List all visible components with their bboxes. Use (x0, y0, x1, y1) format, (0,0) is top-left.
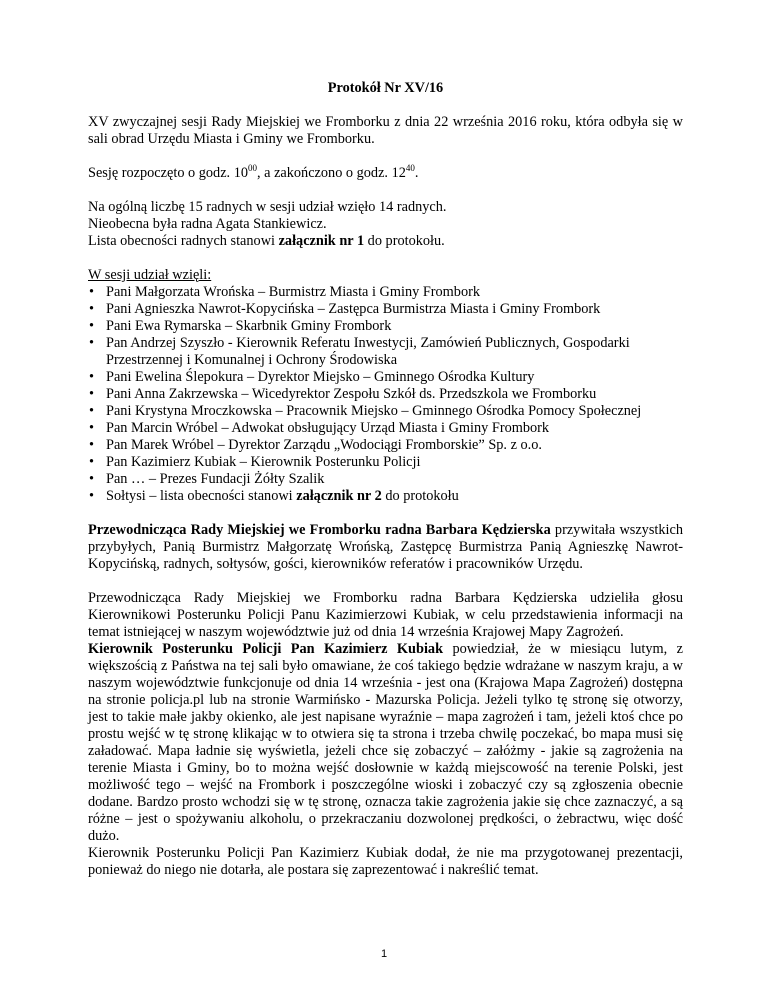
list-item: • Pan … – Prezes Fundacji Żółty Szalik (88, 471, 683, 488)
list-item: • Pani Agnieszka Nawrot-Kopycińska – Zastępca Burmistrza Miasta i Gminy Frombork (88, 301, 683, 318)
participants-list (88, 284, 683, 505)
speech-paragraph-1: Przewodnicząca Rady Miejskiej we Fromborku radna Barbara Kędzierska udzieliła głosu Kierownikowi Posterunku Policji Panu Kazimierzowi Kubiak, w celu przedstawienia informacji na temat istniejącej w naszym województwie już od dnia 14 września Krajowej Mapy Zagrożeń. (88, 590, 683, 640)
attendance-line-2: Nieobecna była radna Agata Stankiewicz. (88, 216, 327, 232)
list-item: • Pani Ewa Rymarska – Skarbnik Gminy Frombork (88, 318, 683, 335)
intro-paragraph: XV zwyczajnej sesji Rady Miejskiej we Fromborku z dnia 22 września 2016 roku, która odbyła się w sali obrad Urzędu Miasta i Gminy we Fromborku. (88, 114, 683, 147)
attendance-line-3: Lista obecności radnych stanowi załącznik nr 1 do protokołu. (88, 233, 445, 249)
list-item: • Pani Ewelina Ślepokura – Dyrektor Miejsko – Gminnego Ośrodka Kultury (88, 369, 683, 386)
participants-heading: W sesji udział wzięli: (88, 267, 212, 283)
list-item: • Pan Andrzej Szyszło - Kierownik Referatu Inwestycji, Zamówień Publicznych, Gospodarki Przestrzennej i Komunalnej i Ochrony Środowiska (88, 335, 683, 369)
protocol-title: Protokół Nr XV/16 (327, 80, 444, 96)
speech-paragraph-3: Kierownik Posterunku Policji Pan Kazimierz Kubiak dodał, że nie ma przygotowanej prezentacji, ponieważ do niego nie dotarła, ale postara się zaprezentować i nakreślić temat. (88, 845, 683, 878)
list-item: • Pan Kazimierz Kubiak – Kierownik Posterunku Policji (88, 454, 683, 471)
welcome-paragraph: Przewodnicząca Rady Miejskiej we Fromborku radna Barbara Kędzierska przywitała wszystkich przybyłych, Panią Burmistrz Małgorzatę Wrońską, Zastępcę Burmistrza Panią Agnieszkę Nawrot-Kopycińską, radnych, sołtysów, gości, kierowników referatów i pracowników Urzędu. (88, 522, 683, 572)
list-item: • Pani Małgorzata Wrońska – Burmistrz Miasta i Gminy Frombork (88, 284, 683, 301)
document-page (88, 80, 683, 879)
speech-paragraph-2: Kierownik Posterunku Policji Pan Kazimierz Kubiak powiedział, że w miesiącu lutym, z większością z Państwa na tej sali było omawiane, że coś takiego będzie wdrażane w naszym kraju, a w naszym województwie funkcjonuje od dnia 14 września - jest ona (Krajowa Mapa Zagrożeń) dostępna na stronie policja.pl lub na stronie Warmińsko - Mazurska Policja. Jeżeli tylko tę stronę się otworzy, jest to takie małe jakby okienko, ale jest napisane wyraźnie – mapa zagrożeń i tam, jeżeli ktoś chce po prostu wejść w tę stronę klikając w to otwiera się ta strona i trzeba chwilę poczekać, bo mapa musi się załadować. Mapa ładnie się wyświetla, jeżeli chce się zobaczyć – załóżmy - jakie są zagrożenia na terenie Miasta i Gminy, bo to można wejść dosłownie w każdą miejscowość na terenie Polski, jest możliwość tego – wejść na Frombork i poszczególne wioski i zobaczyć czy są zgłoszenia obecnie dodane. Bardzo prosto wchodzi się w tę stronę, oznacza takie zagrożenia jakie się chce zaznaczyć, a są różne – jest o spożywaniu alkoholu, o przekraczaniu dozwolonej prędkości, o żebractwu, więc dość dużo. (88, 641, 683, 844)
attendance-line-1: Na ogólną liczbę 15 radnych w sesji udział wzięło 14 radnych. (88, 199, 447, 215)
list-item: • Pani Anna Zakrzewska – Wicedyrektor Zespołu Szkół ds. Przedszkola we Fromborku (88, 386, 683, 403)
list-item: • Pani Krystyna Mroczkowska – Pracownik Miejsko – Gminnego Ośrodka Pomocy Społecznej (88, 403, 683, 420)
list-item: • Pan Marcin Wróbel – Adwokat obsługujący Urząd Miasta i Gminy Frombork (88, 420, 683, 437)
list-item: • Pan Marek Wróbel – Dyrektor Zarządu „Wodociągi Fromborskie” Sp. z o.o. (88, 437, 683, 454)
page-number: 1 (380, 948, 388, 960)
session-times: Sesję rozpoczęto o godz. $10^{00}$, a zakończono o godz. $12^{40}$. (88, 163, 419, 181)
list-item: • Sołtysi – lista obecności stanowi załącznik nr 2 do protokołu (88, 488, 683, 505)
